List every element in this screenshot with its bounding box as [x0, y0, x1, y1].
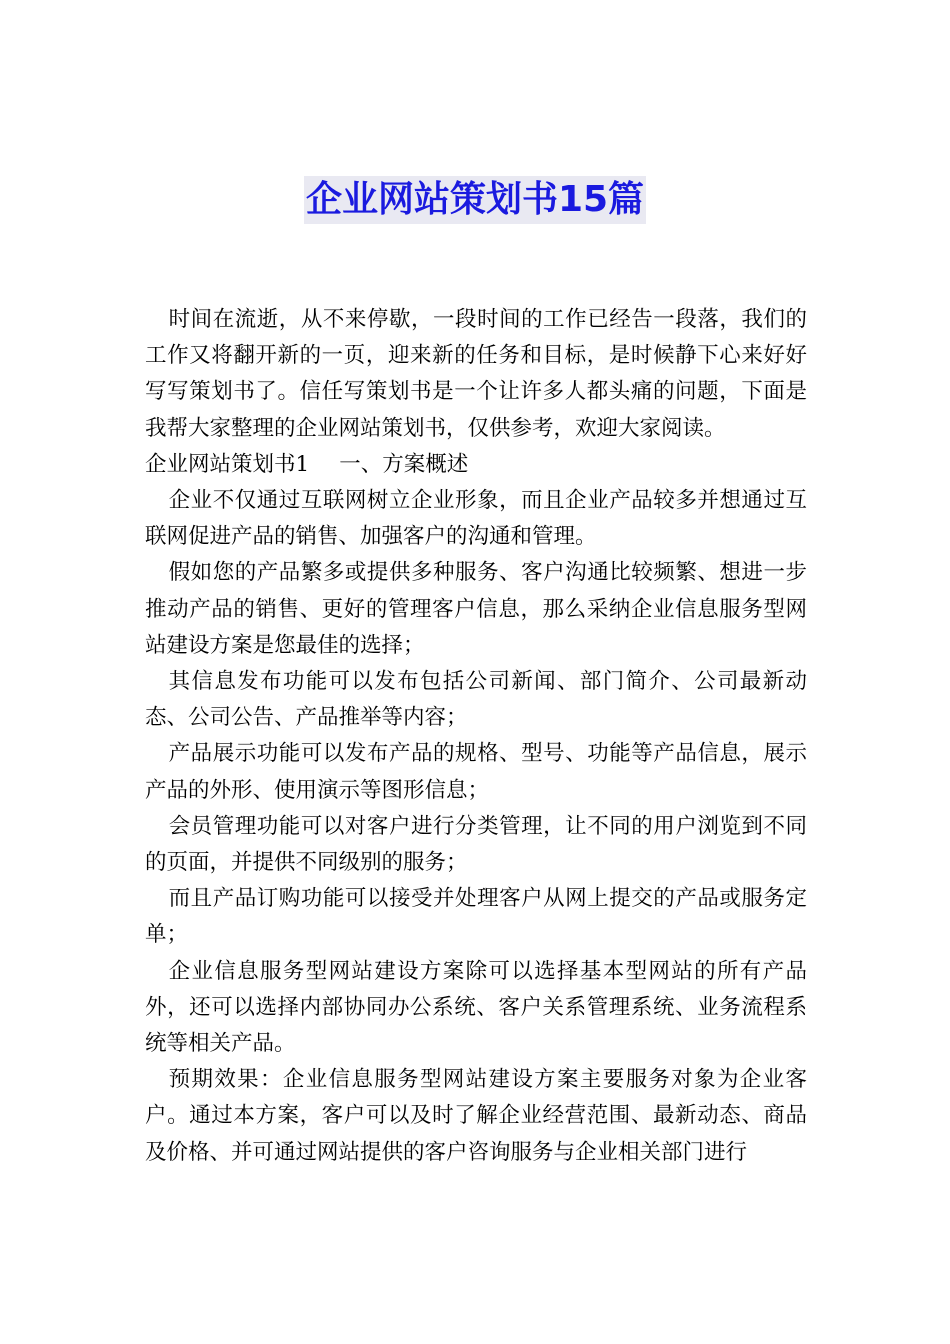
intro-paragraph: 时间在流逝，从不来停歇，一段时间的工作已经告一段落，我们的工作又将翻开新的一页，迎来新的任务和目标，是时候静下心来好好写写策划书了。信任写策划书是一个让许多人都头痛的问题，下面是我帮大家整理的企业网站策划书，仅供参考，欢迎大家阅读。 — [145, 307, 807, 441]
document-title: 企业网站策划书15篇 — [304, 176, 646, 224]
body-paragraph: 企业不仅通过互联网树立企业形象，而且企业产品较多并想通过互联网促进产品的销售、加强客户的沟通和管理。 — [145, 488, 807, 550]
section-subheading: 一、方案概述 — [339, 451, 469, 477]
body-paragraph: 会员管理功能可以对客户进行分类管理，让不同的用户浏览到不同的页面，并提供不同级别的服务； — [145, 813, 807, 876]
body-paragraph: 而且产品订购功能可以接受并处理客户从网上提交的产品或服务定单； — [145, 886, 807, 948]
body-paragraph: 企业信息服务型网站建设方案除可以选择基本型网站的所有产品外，还可以选择内部协同办公系统、客户关系管理系统、业务流程系统等相关产品。 — [145, 958, 807, 1057]
body-paragraph: 预期效果：企业信息服务型网站建设方案主要服务对象为企业客户。通过本方案，客户可以及时了解企业经营范围、最新动态、商品及价格、并可通过网站提供的客户咨询服务与企业相关部门进行 — [145, 1067, 807, 1165]
body-paragraph: 假如您的产品繁多或提供多种服务、客户沟通比较频繁、想进一步推动产品的销售、更好的管理客户信息，那么采纳企业信息服务型网站建设方案是您最佳的选择； — [145, 560, 807, 658]
body-paragraph: 其信息发布功能可以发布包括公司新闻、部门简介、公司最新动态、公司公告、产品推举等内容； — [145, 669, 807, 731]
section-heading-line — [145, 447, 807, 483]
section-heading: 企业网站策划书1 — [145, 451, 310, 477]
body-paragraph: 产品展示功能可以发布产品的规格、型号、功能等产品信息，展示产品的外形、使用演示等图形信息； — [145, 741, 807, 803]
document-body — [145, 302, 807, 1171]
title-container — [0, 176, 950, 224]
